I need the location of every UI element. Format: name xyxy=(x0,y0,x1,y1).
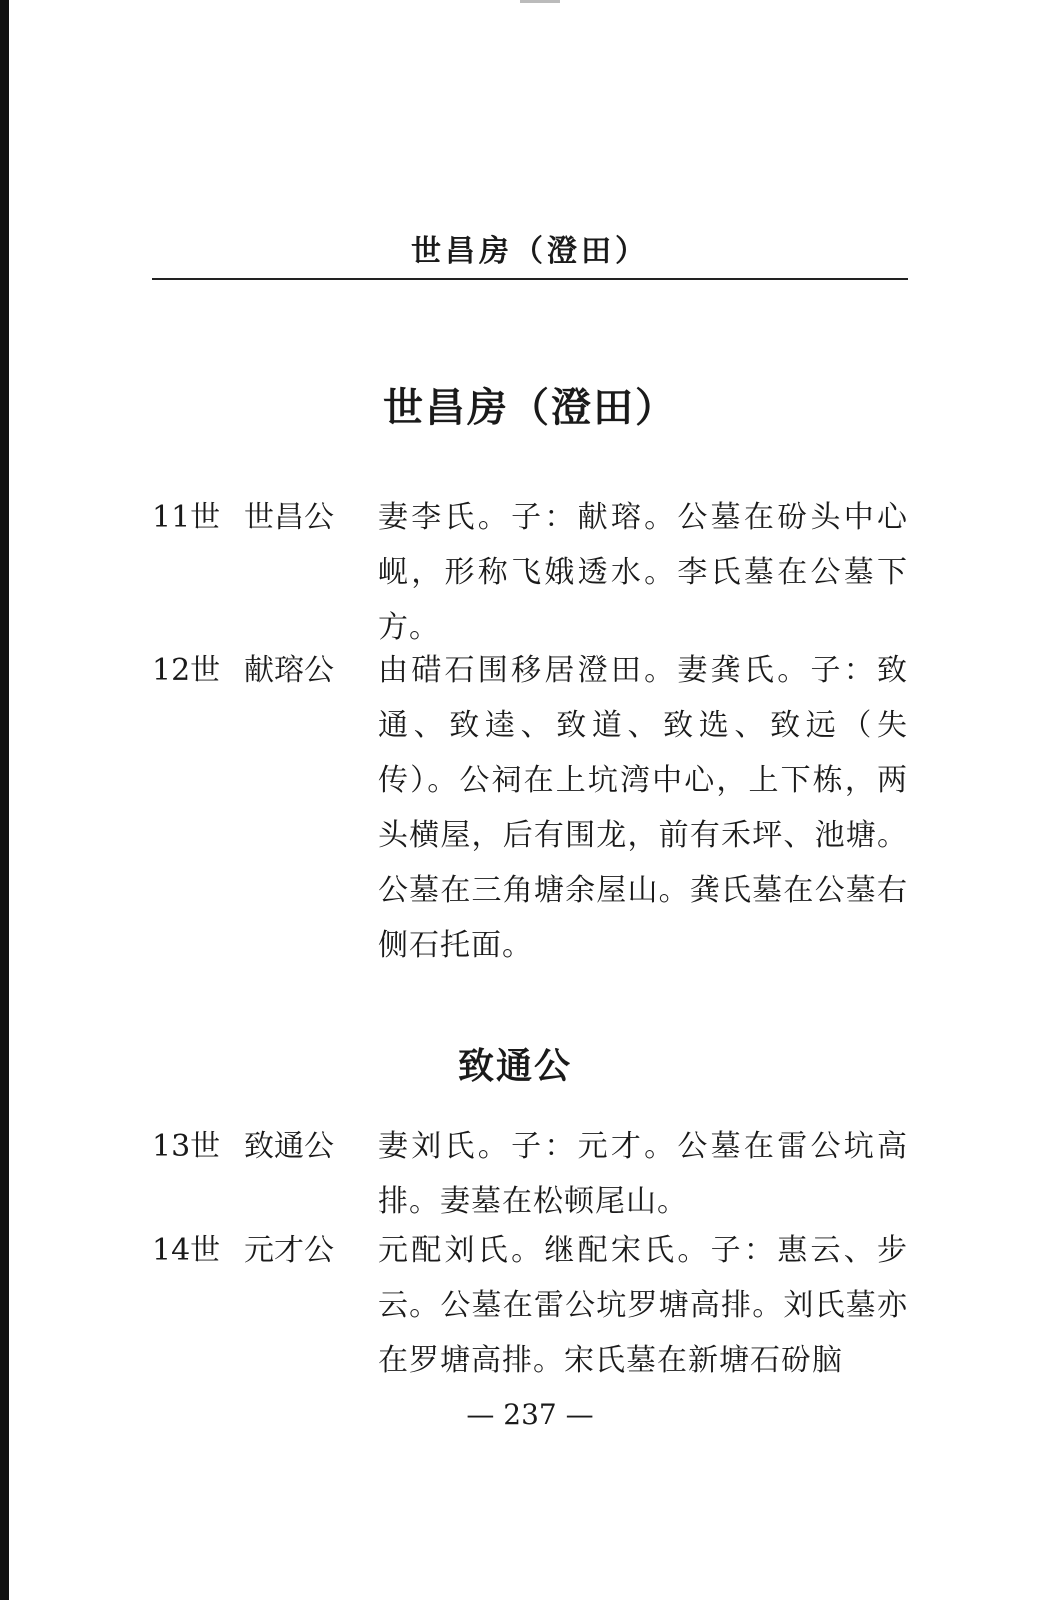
section-title: 世昌房（澄田） xyxy=(383,384,677,431)
generation-label: 11世 xyxy=(152,500,221,535)
ancestor-name: 元才公 xyxy=(244,1233,334,1268)
entry-text: 元配刘氏。继配宋氏。子：惠云、步云。公墓在雷公坑罗塘高排。刘氏墓亦在罗塘高排。宋氏墓在新塘石砏脑 xyxy=(378,1233,908,1378)
generation-label: 14世 xyxy=(152,1233,221,1268)
running-head: 世昌房（澄田） xyxy=(411,234,649,269)
ancestor-name: 致通公 xyxy=(244,1129,334,1164)
entry-text: 由碏石围移居澄田。妻龚氏。子：致通、致逵、致道、致选、致远（失传）。公祠在上坑湾中心，上下栋，两头横屋，后有围龙，前有禾坪、池塘。公墓在三角塘余屋山。龚氏墓在公墓右侧石托面。 xyxy=(378,653,908,963)
subsection-title: 致通公 xyxy=(457,1045,572,1087)
ancestor-name: 献瑢公 xyxy=(244,653,334,688)
ancestor-name: 世昌公 xyxy=(244,500,334,535)
generation-label: 12世 xyxy=(152,653,221,688)
generation-label: 13世 xyxy=(152,1129,221,1164)
scan-mark xyxy=(520,0,560,3)
scan-edge xyxy=(0,0,9,1600)
page-number: — 237 — xyxy=(466,1398,594,1431)
entry-text: 妻李氏。子：献瑢。公墓在砏头中心岘，形称飞娥透水。李氏墓在公墓下方。 xyxy=(378,500,908,645)
entry-text: 妻刘氏。子：元才。公墓在雷公坑高排。妻墓在松顿尾山。 xyxy=(378,1129,908,1219)
header-rule xyxy=(152,278,908,280)
